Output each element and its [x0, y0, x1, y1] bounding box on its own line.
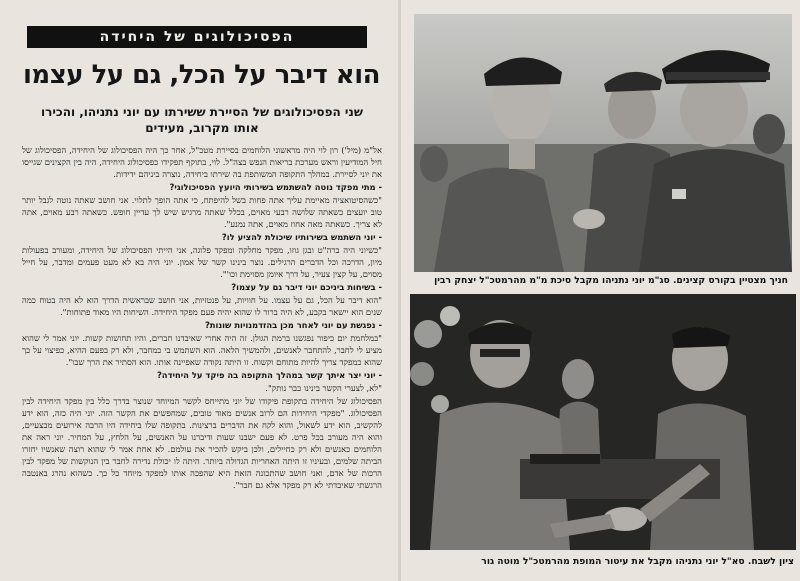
article-paragraph: "לא, לצערי הקשר בינינו כבר נותק". [265, 383, 382, 393]
article-subhead: שני הפסיכולוגים של הסיירת ששירתו עם יוני נתניהו, והכירו אותו מקרוב, מעידים [41, 105, 363, 135]
interview-question: - נפגשת עם יוני לאחר מכן בהזדמנויות שונות? [204, 320, 382, 330]
photo-caption: חניך מצטיין בקורס קצינים. סג"מ יוני נתניהו מקבל סיכת מ"מ מהרמטכ"ל יצחק רבין [434, 275, 788, 286]
photo-officers-course-image [414, 14, 792, 272]
photo-caption: ציון לשבח. סא"ל יוני נתניהו מקבל את עיטור המופת מהרמטכ"ל מוטה גור [481, 556, 794, 567]
article-paragraph: "במלחמת יום כיפור נפגשנו ברמת הגולן. זה היה אחרי שאיבדנו חברים, והיו תחושות קשות. יוני אמר לי שהוא מציע לי לחבר, להתחבר לאנשים, ולהמשיך הלאה. הוא השתמש בי כמחבר, ולא רק בפעם ההיא, כפיצוי על כך שהוא כמפקד צריך להיות מתוחם וקשוח. זו היתה נקודה שאפיינה אותו. הוא הסתיר את הרך שבו". [22, 333, 382, 367]
article-paragraph: "הוא דיבר על הכל, גם על עצמו. על חוויות, על פנטזיות, אני חושב שבראשית הדרך הוא לא היה בטוח כמה שנים הוא יישאר בקבע, לא היה ברור לו שהוא יהיה פעם מפקד היחידה. השיחות היו מאוד פתוחות". [22, 295, 382, 317]
article [18, 16, 385, 564]
page-gutter [398, 0, 401, 581]
section-banner: הפסיכולוגים של היחידה [27, 26, 367, 48]
article-paragraph: הפסיכולוג של היחידה בתקופת פיקודו של יוני מתייחס לקשר המיוחד שנוצר בדרך כלל בין מפקד היחידה לבין הפסיכולוג. "מפקדי היחידות הם לרוב אנשים מאוד טובים, שמחפשים את הקשר הזה. יוני היה כזה, הוא ידע להקשיב, הוא ידע לשאול, והוא לקח את הדברים ברצינות. בתקופה שלו ביחידה היו הרבה אירועים מבצעיים, והוא היה מעורב בכל פרט. לא פעם ישבנו שעות ודיברנו על האנשים, על הלחץ, על המחיר. יוני ראה את הלוחמים כאנשים ולא רק כחיילים, ולכן ביקש להכיר את עולמם. לא אחת אמר לי שהוא רוצה שאנשיו יחזרו הביתה שלמים, ובעיניו זו היתה האחריות הגדולה ביותר. היתה לו יכולת נדירה לחבר בין הנוקשות של מפקד לבין הרכות של אדם, ואני חושב שהתכונה הזאת היא שהפכה אותו למפקד מיוחד כל כך. כשהוא נהרג באנטבה הרגשתי שאיבדתי לא רק מפקד אלא גם חבר". [22, 396, 382, 490]
article-body [22, 144, 382, 564]
interview-question: - מתי מפקד נוטה להשתמש בשירותי היועץ הפסיכולוגי? [169, 182, 382, 192]
photo-medal-ceremony [410, 294, 796, 550]
interview-question: - יוני השתמש בשירותיו שיכולת להציע לו? [221, 232, 382, 242]
photo-medal-ceremony-image [410, 294, 796, 550]
article-headline: הוא דיבר על הכל, גם על עצמו [22, 60, 380, 90]
article-paragraph: אל"מ (מיל') רון לוי היה מראשוני הלוחמים בסיירת מטכ"ל, אחר כך היה הפסיכולוג של היחידה, הפסיכולוג של חיל המודיעין וראש מערכת בריאות הנפש בצה"ל. לוי, בתוקף תפקידו כפסיכולוג היחידה, היה בין הקצינים שגייסו את יוני לסיירת. במהלך התקופה המשותפת בה שירתו ביחידה, נוצרה ביניהם ידידות. [22, 145, 382, 179]
article-paragraph: "כשהסיטואציה מאיימת עליך אתה פחות בשל להיפתח, כי אתה הופך לתלוי. אני חושב שאתה נוטה לגבל יותר טוב יועצים כשאתה שלושה רבעי מאוים, בכלל שאתה מרגיש שיש לך עדיין חופש. כשאתה רבע מאוים, אתה לא צריך. כשאתה מאה אחוז מאוים, אתה נמנע". [22, 195, 382, 229]
interview-question: - יוני יצר איתך קשר במהלך התקופה בה פיקד על היחידה? [156, 370, 382, 380]
photo-officers-course [414, 14, 792, 272]
article-paragraph: "כשיוני היה ברה"ט ובגן גוזו, מפקד מחלקה ומפקד פלוגה, אני הייתי הפסיכולוג של היחידה, ומעורב בפעולות מיון, הדרכה וכל הדברים הרגילים. נוצר בינינו קשר של אמון. יוני היה בא לא מעט פעמים ומדבר, על חייל מסוים, על קצין צעיר, על דרך איומן מסוימת וכו'". [22, 245, 382, 279]
interview-question: - בשיחות ביניכם יוני דיבר גם על עצמו? [231, 282, 382, 292]
